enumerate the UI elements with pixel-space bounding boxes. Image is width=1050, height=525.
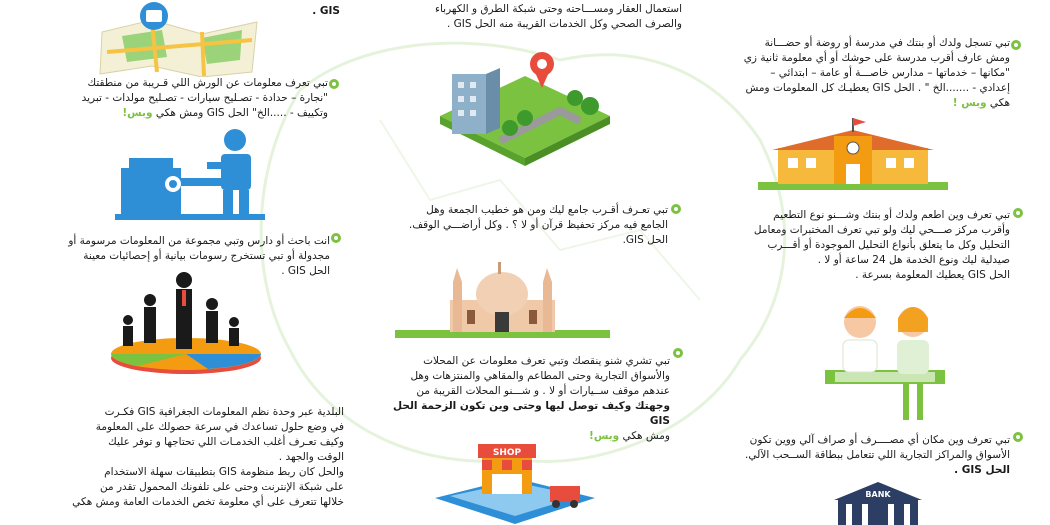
mosque-text: تبي تعـرف أقـرب جامع ليك ومن هو خطيب الجمعة وهل الجامع فيه مركز تحفيظ قرآن أو لا ؟ . وكل أراضـــي الوقف. الحل GIS. — [408, 204, 668, 246]
municipality-text: البلدية عبر وحدة نظم المعلومات الجغرافية GIS فكـرت في وضع حلول تساعدك في سرعة حصولك على المعلومة وكيف تعـرف أغلب الخدمـات اللي تحتاجها و توفر عليك الوقت والجهد . والحل كان ربط منظومة GIS بتطبيقات سهلة الاستخدام على شبكة الإنترنت وحتى على تلفونك المحمول تقدر من خلالها تتعرف على أي معلومة تخص الخدمات العامة ومش هكي — [72, 406, 344, 508]
school-text: تبي تسجل ولدك أو بنتك في مدرسة أو روضة أو حضـــانة ومش عارف أقرب مدرسة على حوشك أو أي معلومة ثانية زي "مكانها – خدماتها – مدارس خاصـــة أو عامة – ابتدائي – إعدادي - .......الخ " . الحل GIS يعطيـك كل المعلومات ومش هكي وبس ! — [743, 37, 1010, 109]
location-pin-icon — [330, 233, 342, 245]
top-center-text: استعمال العقار ومســـاحته وحتى شبكة الطرق و الكهرباء والصرف الصحي وكل الخدمات القريبة منه الحل GIS . — [435, 3, 682, 30]
doctor-nurse-icon — [815, 300, 955, 425]
workshop-text: تبي تعرف معلومات عن الورش اللي قـريبة من منطقتك "نجارة – حدادة - تصـليح سيارات - تصـليح مولدات - تبريد وتكييف - .....الخ" الحل GIS ومش هكي وبس! — [81, 77, 328, 119]
school-icon — [758, 118, 948, 190]
bank-sign: BANK — [865, 490, 891, 499]
location-pin-icon — [328, 79, 340, 91]
shop-sign: SHOP — [492, 448, 522, 458]
business-people-icon — [108, 270, 263, 375]
health-text: تبي تعرف وين اطعم ولدك أو بنتك وشـــنو نوع التطعيم وأقرب مركز صـــحي ليك ولو تبي تعرف المختبرات ومعامل التحليل وكل ما يتعلق بأنواع التحليل الموجودة أو أقـــرب صيدلية ليك ونوع الخدمة هل 24 ساعة أو لا . الحل GIS يعطيك المعلومة بسرعة . — [753, 209, 1010, 281]
city-map-icon — [430, 46, 620, 166]
top-left-text: GIS . — [312, 5, 340, 17]
bank-text: تبي تعرف وين مكان أي مصــــرف أو صراف آلي ووين تكون الأسواق والمراكز التجارية اللي تتعامل ببطاقة الســحب الآلي. الحل GIS . — [745, 434, 1010, 476]
map-icon — [92, 2, 267, 77]
mosque-icon — [395, 262, 610, 340]
location-pin-icon — [672, 348, 684, 360]
location-pin-icon — [1012, 432, 1024, 444]
mechanic-icon — [115, 128, 265, 223]
location-pin-icon — [1010, 40, 1022, 52]
location-pin-icon — [1012, 208, 1024, 220]
research-text: انت باحث أو دارس وتبي مجموعة من المعلومات مرسومة أو مجدولة أو تبي تستخرج رسومات بيانية أو إحصائيات معينة الحل GIS . — [68, 235, 330, 277]
location-pin-icon — [670, 204, 682, 216]
shops-text: تبي تشري شنو ينقصك وتبي تعرف معلومات عن المحلات والأسواق التجارية وحتى المطاعم والمقاهي والمنتزهات وهل عندهم موقف ســيارات أو لا . و شـــنو المحلات القريبة من وجهتك وكيف توصل ليها وحتى وين تكون الزحمة الحل GIS ومش هكي وبس! — [393, 355, 670, 442]
bank-icon — [828, 480, 928, 525]
shop-icon — [430, 438, 600, 525]
